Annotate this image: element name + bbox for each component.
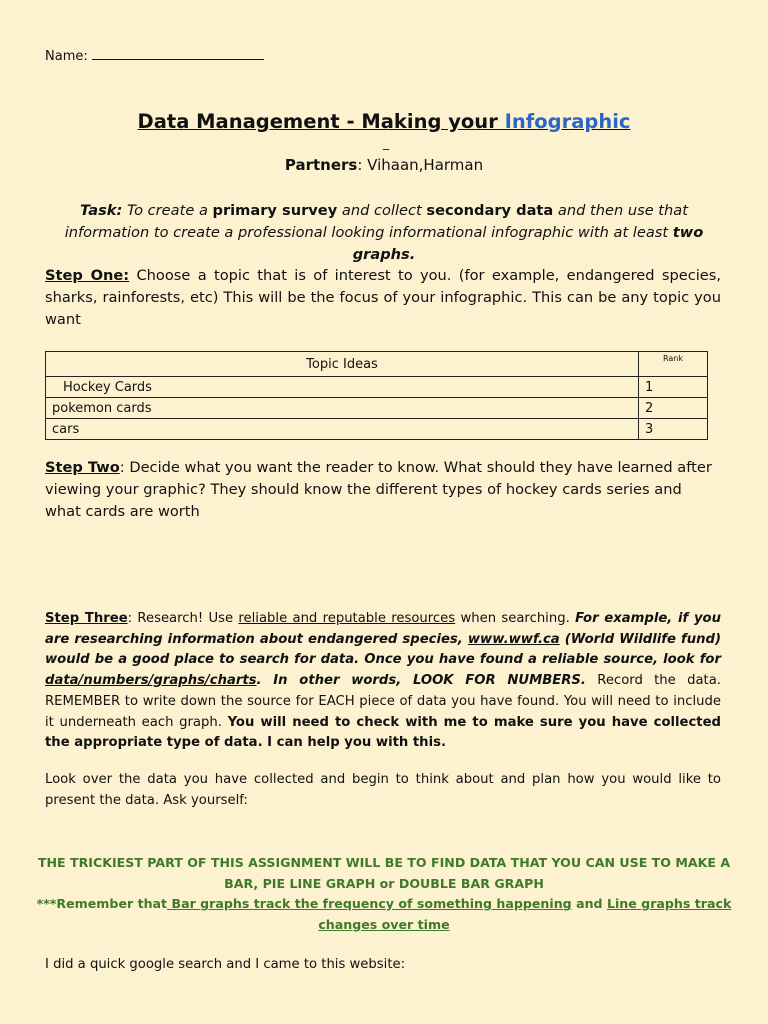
- name-label: Name:: [45, 49, 88, 64]
- tip-line-graphs: Line graphs track changes over time: [318, 896, 732, 932]
- tip-bar-graphs: Bar graphs track the frequency of something happening: [167, 896, 572, 911]
- step-three-example-1: For example, if you are researching information about endangered species,: [45, 611, 721, 647]
- task-label: Task:: [80, 202, 123, 219]
- task-bold-secondary-data: secondary data: [426, 202, 554, 219]
- topic-header: Topic Ideas: [46, 352, 639, 377]
- step-three-text-1: : Research! Use: [127, 611, 239, 626]
- topic-cell: cars: [46, 419, 639, 440]
- partners-label: Partners: [284, 156, 358, 174]
- title-dash: _: [383, 136, 389, 150]
- step-one-text: Choose a topic that is of interest to you. (for example, endangered species, sharks, rainforests, etc) This will be the focus of your infographic. This can be any topic you want: [45, 267, 721, 328]
- wwf-link[interactable]: www.wwf.ca: [467, 631, 560, 647]
- tip-block: [30, 853, 738, 935]
- step-three-text-3: Record the data. REMEMBER to write down the source for EACH piece of data you have found. You will need to include it underneath each graph.: [45, 673, 721, 730]
- name-blank-line[interactable]: [92, 47, 264, 60]
- table-row: [46, 419, 708, 440]
- reliable-resources-text: reliable and reputable resources: [238, 611, 456, 626]
- rank-cell: 3: [639, 419, 708, 440]
- topic-cell: pokemon cards: [46, 398, 639, 419]
- page-title: [0, 110, 768, 133]
- tip-line-1: THE TRICKIEST PART OF THIS ASSIGNMENT WILL BE TO FIND DATA THAT YOU CAN USE TO MAKE A BAR, PIE LINE GRAPH or DOUBLE BAR GRAPH: [37, 855, 731, 891]
- tip-remember: [30, 894, 738, 935]
- task-text-3: and then use that information to create a professional looking informational infographic with at least: [64, 202, 688, 241]
- closing-line: I did a quick google search and I came to this website:: [45, 957, 406, 972]
- partners-value: : Vihaan,Harman: [357, 156, 484, 174]
- rank-cell: 2: [639, 398, 708, 419]
- name-field: [45, 47, 264, 64]
- step-one-label: Step One:: [45, 267, 130, 284]
- topic-ideas-table: [45, 351, 708, 440]
- title-accent: Infographic: [504, 110, 631, 133]
- task-bold-two-graphs: two graphs.: [352, 224, 704, 263]
- topic-cell: Hockey Cards: [46, 377, 639, 398]
- task-paragraph: [40, 200, 728, 266]
- step-three-paragraph: [45, 609, 721, 754]
- tip-and: and: [571, 896, 607, 911]
- data-numbers-text: data/numbers/graphs/charts: [45, 673, 257, 689]
- title-main: Data Management - Making your: [137, 110, 505, 133]
- tip-remember-lead: ***Remember that: [36, 896, 168, 911]
- step-two-paragraph: [45, 457, 721, 523]
- step-three-text-2: when searching.: [455, 611, 576, 626]
- partners-line: [0, 156, 768, 174]
- step-three-example-3: . In other words, LOOK FOR NUMBERS.: [256, 673, 586, 689]
- task-bold-primary-survey: primary survey: [212, 202, 338, 219]
- task-text-1: To create a: [122, 202, 213, 219]
- rank-cell: 1: [639, 377, 708, 398]
- look-over-paragraph: Look over the data you have collected and begin to think about and plan how you would like to present the data. Ask yourself:: [45, 772, 721, 808]
- table-header-row: [46, 352, 708, 377]
- step-three-label: Step Three: [45, 611, 128, 626]
- step-two-text: : Decide what you want the reader to know. What should they have learned after viewing your graphic? They should know the different types of hockey cards series and what cards are worth: [45, 459, 712, 520]
- task-text-2: and collect: [337, 202, 427, 219]
- rank-header: Rank: [639, 352, 708, 377]
- table-row: [46, 377, 708, 398]
- step-three-check-note: You will need to check with me to make sure you have collected the appropriate type of data. I can help you with this.: [45, 714, 721, 751]
- step-two-label: Step Two: [45, 459, 120, 476]
- step-three-example-2: (World Wildlife fund) would be a good place to search for data. Once you have found a reliable source, look for: [45, 631, 721, 668]
- step-one-paragraph: [45, 265, 721, 331]
- table-row: [46, 398, 708, 419]
